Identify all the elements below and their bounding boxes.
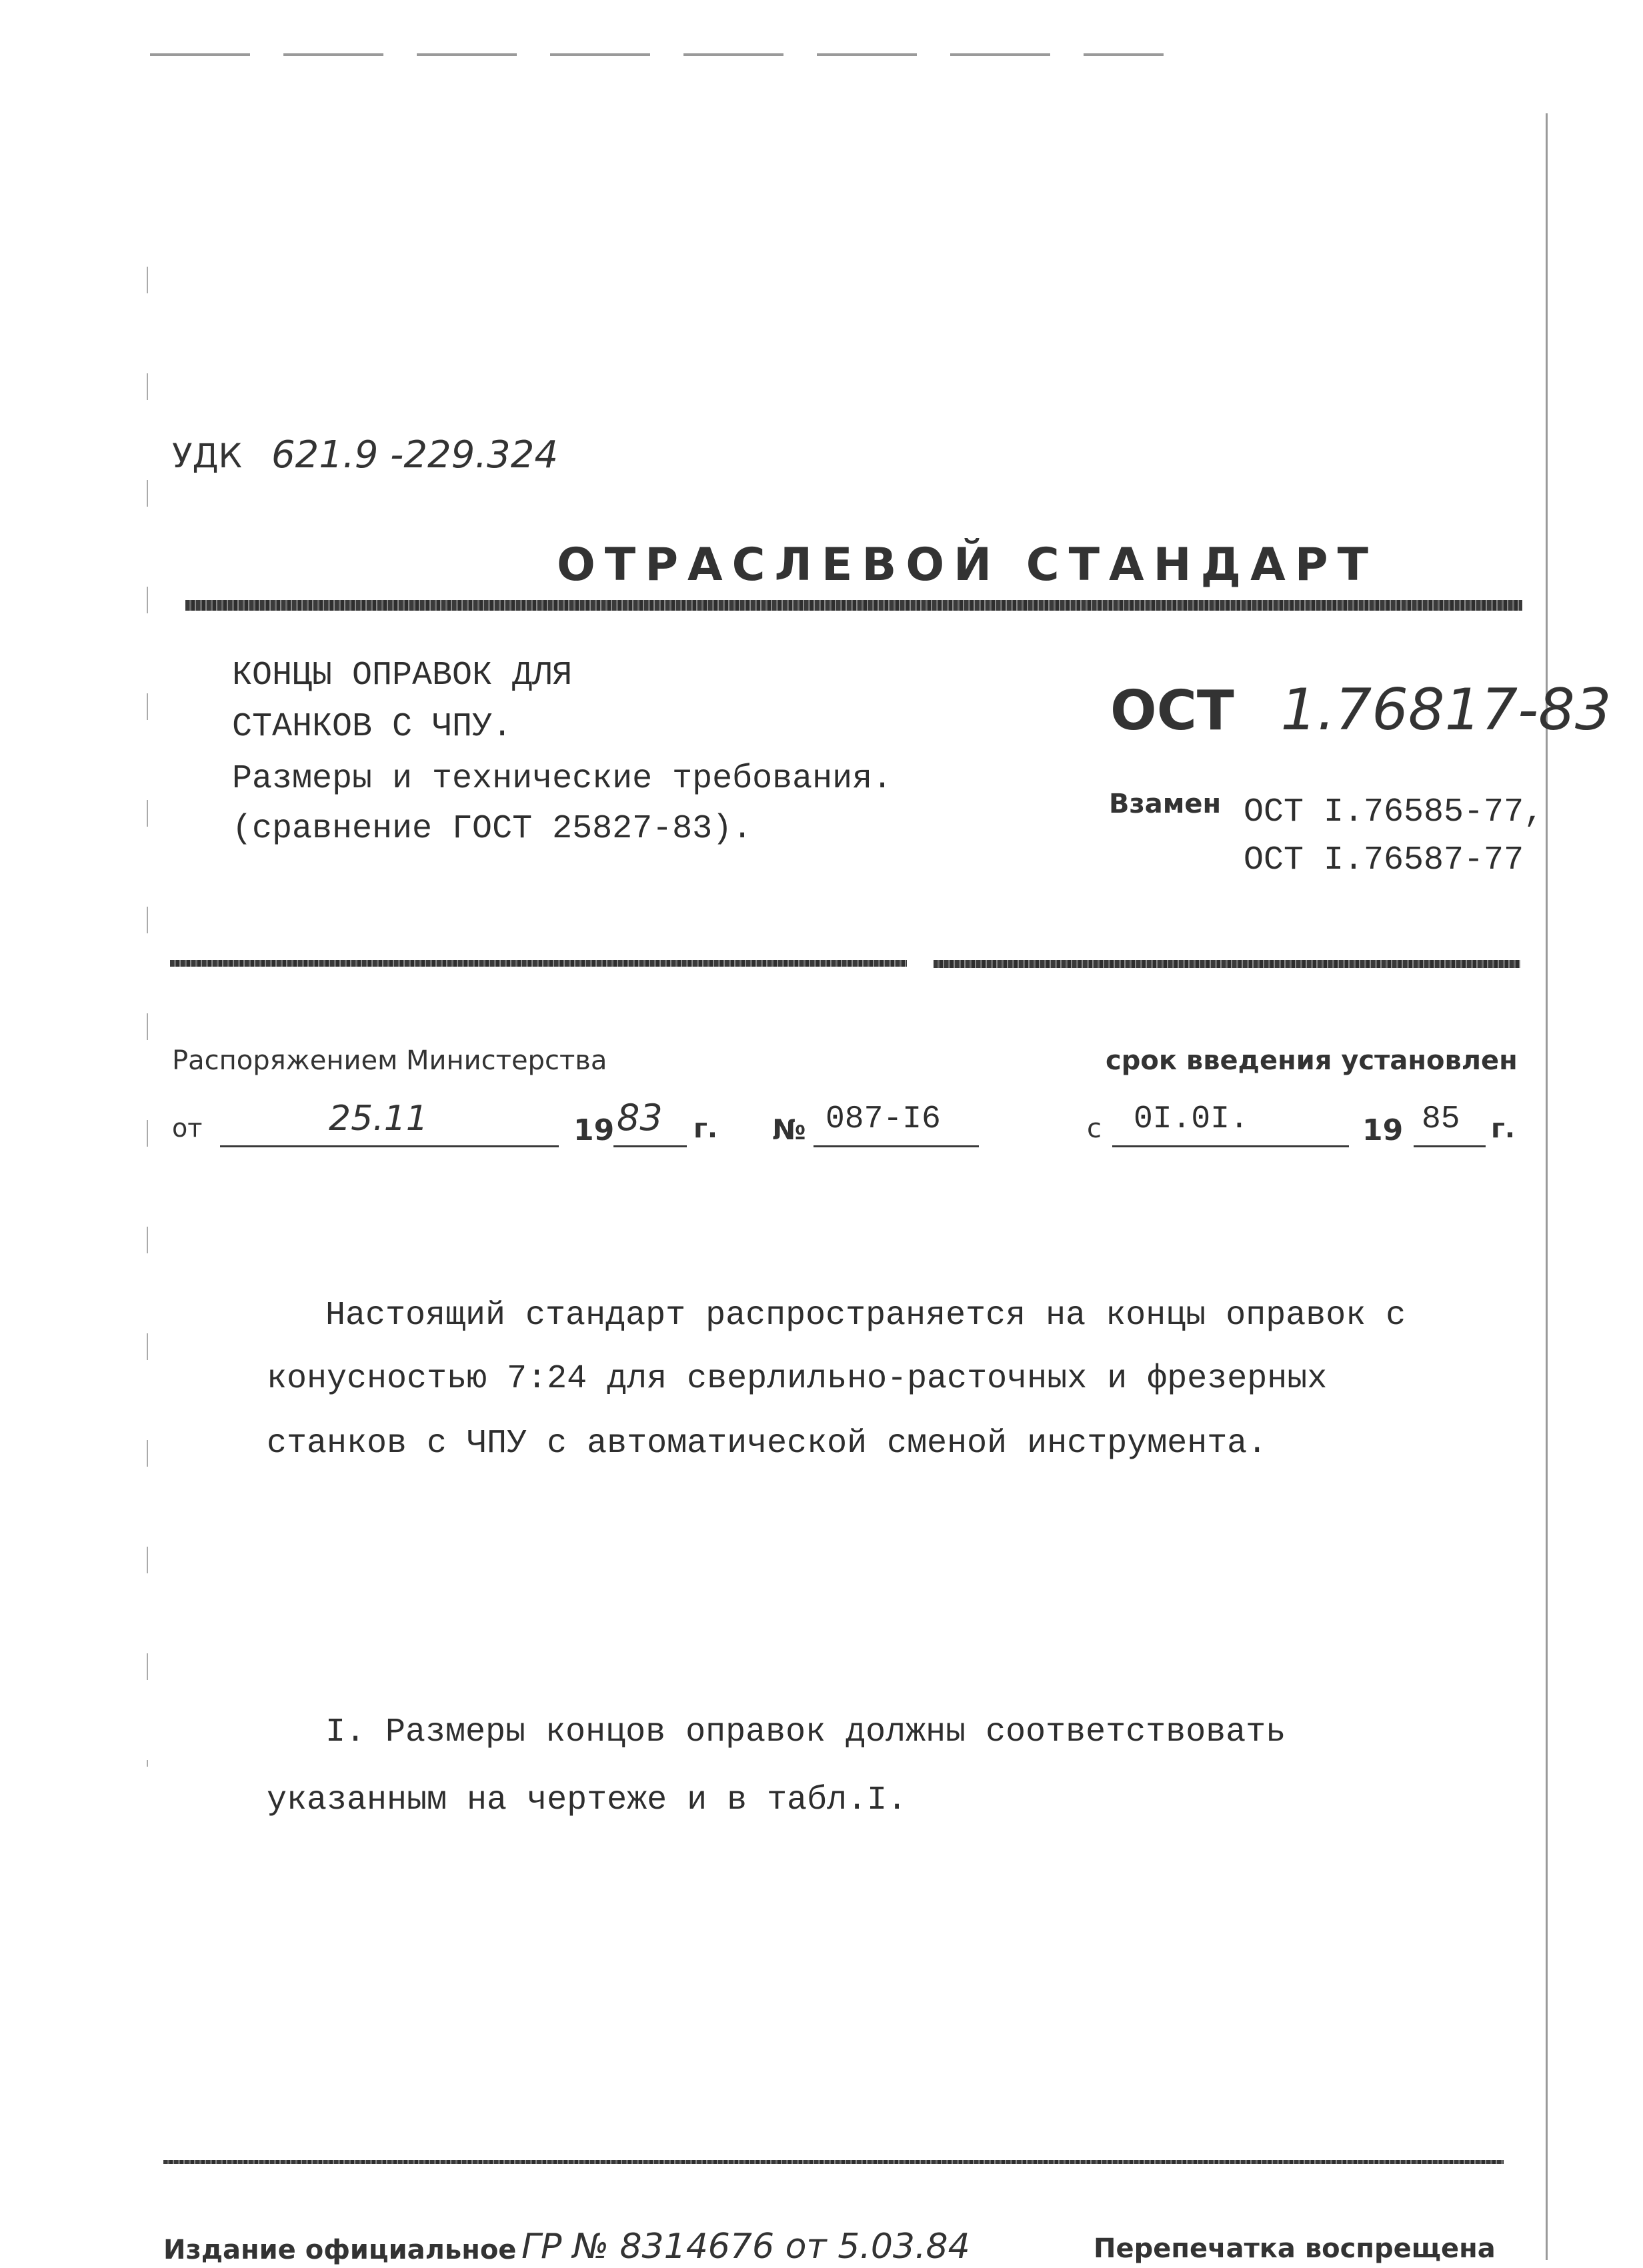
right-margin-line [1546, 113, 1548, 2260]
order-date: 25.11 [329, 1099, 428, 1139]
order-year: 83 [617, 1097, 663, 1139]
standard-prefix: ОСТ [1110, 679, 1234, 743]
footer-registration: ГР № 8314676 от 5.03.84 [521, 2227, 970, 2267]
standard-number: 1.76817-83 [1280, 677, 1612, 743]
scope-line-3: станков с ЧПУ с автоматической сменой инструмента. [267, 1425, 1268, 1463]
effective-from-label: с [1087, 1113, 1102, 1144]
effective-year-prefix: 19 [1362, 1113, 1404, 1147]
title-line-4: (сравнение ГОСТ 25827-83). [232, 810, 753, 848]
scope-line-2: конусностью 7:24 для сверлильно-расточных и фрезерных [267, 1360, 1328, 1398]
left-margin-marks [147, 267, 148, 1767]
top-rule [185, 600, 1522, 611]
footer-rule [163, 2160, 1504, 2164]
udk-label: УДК [172, 437, 243, 475]
effective-year: 85 [1422, 1101, 1460, 1137]
title-line-1: КОНЦЫ ОПРАВОК ДЛЯ [232, 657, 573, 695]
replaces-item-2: ОСТ I.76587-77 [1244, 841, 1524, 879]
replaces-label: Взамен [1109, 789, 1222, 819]
scope-line-1: Настоящий стандарт распространяется на концы оправок с [325, 1297, 1406, 1335]
clause-line-2: указанным на чертеже и в табл.I. [267, 1781, 908, 1819]
order-number-label: № [772, 1113, 806, 1146]
mid-rule-left [170, 960, 907, 967]
order-number: 087-I6 [826, 1101, 941, 1137]
footer-edition: Издание официальное [163, 2235, 517, 2265]
standard-designation [1110, 677, 1612, 743]
page-title: ОТРАСЛЕВОЙ СТАНДАРТ [557, 539, 1378, 591]
udk-number: 621.9 -229.324 [271, 433, 558, 477]
effective-year-suffix: г. [1491, 1113, 1516, 1144]
mid-rule-right [934, 960, 1520, 968]
replaces-item-1: ОСТ I.76585-77, [1244, 793, 1544, 831]
footer-reprint: Перепечатка воспрещена [1094, 2233, 1496, 2264]
order-label: Распоряжением Министерства [172, 1045, 607, 1076]
order-year-suffix: г. [693, 1113, 718, 1144]
scan-artifact-top [150, 53, 1164, 56]
order-year-prefix: 19 [573, 1113, 615, 1147]
clause-line-1: I. Размеры концов оправок должны соответствовать [325, 1713, 1286, 1751]
title-line-2: СТАНКОВ С ЧПУ. [232, 708, 513, 746]
effective-date: 0I.0I. [1134, 1101, 1249, 1137]
order-from-label: от [172, 1113, 203, 1143]
title-line-3: Размеры и технические требования. [232, 760, 893, 798]
udk-line [172, 433, 558, 478]
effective-label: срок введения установлен [1106, 1045, 1518, 1076]
